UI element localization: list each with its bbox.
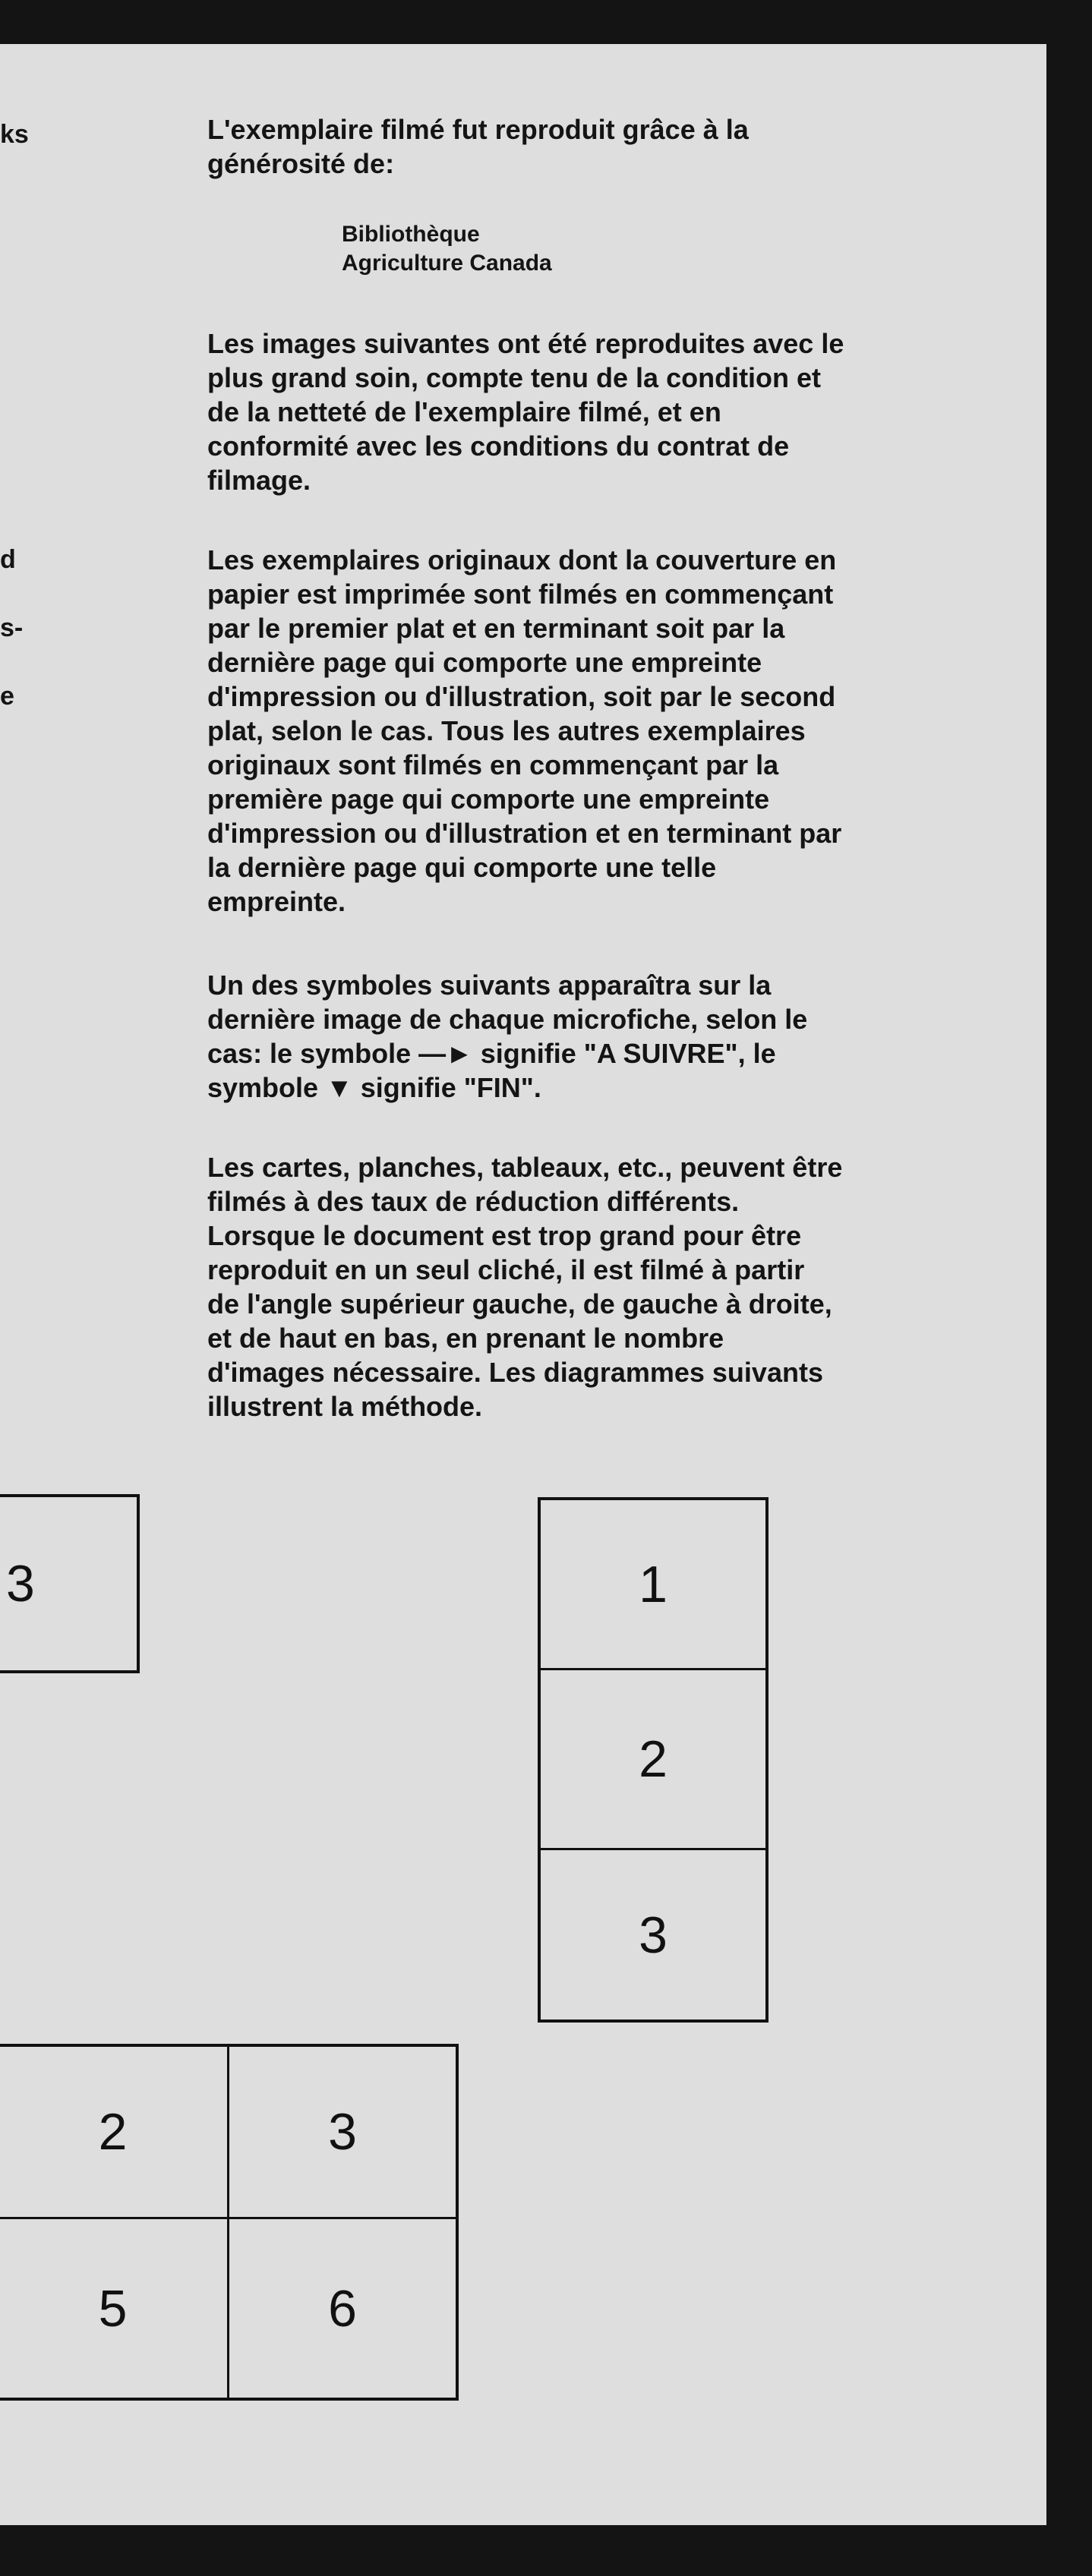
paragraph-symbols: Un des symboles suivants apparaîtra sur la dernière image de chaque microfiche, selon le cas: le symbole —► signifie "A SUIVRE", le symbole ▼ signifie "FIN". <box>207 970 808 1103</box>
diagram-cell: 6 <box>328 2279 357 2338</box>
cut-off-text-fragment: d <box>0 545 16 574</box>
diagram-column <box>538 1497 769 2023</box>
library-name: Bibliothèque Agriculture Canada <box>342 222 552 276</box>
cut-off-text-fragment: e <box>0 682 14 711</box>
diagram-cell: 2 <box>0 2047 229 2219</box>
paragraph-conditions: Les images suivantes ont été reproduites avec le plus grand soin, compte tenu de la condition et de la netteté de l'exemplaire filmé, et en conformité avec les conditions du contrat de filmage. <box>207 328 844 496</box>
diagram-cell: 3 <box>229 2047 456 2219</box>
cut-off-text-fragment: s- <box>0 613 24 642</box>
diagram-cell: 3 <box>6 1555 35 1613</box>
intro-paragraph: L'exemplaire filmé fut reproduit grâce à la générosité de: <box>207 114 749 179</box>
diagram-cell: 3 <box>639 1906 668 1964</box>
diagram-cell: 2 <box>541 1670 765 1850</box>
paragraph-originals: Les exemplaires originaux dont la couverture en papier est imprimée sont filmés en commençant par le premier plat et en terminant soit par la dernière page qui comporte une empreinte d'impression ou d'illustration, soit par le second plat, selon le cas. Tous les autres exemplaires originaux sont filmés en commençant par la première page qui comporte une empreinte d'impression ou d'illustration et en terminant par la dernière page qui comporte une telle empreinte. <box>207 544 842 917</box>
diagram-row-partial <box>0 1494 140 1673</box>
diagram-cell: 1 <box>541 1500 765 1670</box>
paragraph-maps: Les cartes, planches, tableaux, etc., peuvent être filmés à des taux de réduction différents. Lorsque le document est trop grand pour être reproduit en un seul cliché, il est filmé à partir de l'angle supérieur gauche, de gauche à droite, et de haut en bas, en prenant le nombre d'images nécessaire. Les diagrammes suivants illustrent la méthode. <box>207 1152 843 1422</box>
diagram-cell: 5 <box>0 2219 229 2398</box>
diagram-grid <box>0 2044 459 2401</box>
cut-off-text-fragment: ks <box>0 120 29 149</box>
